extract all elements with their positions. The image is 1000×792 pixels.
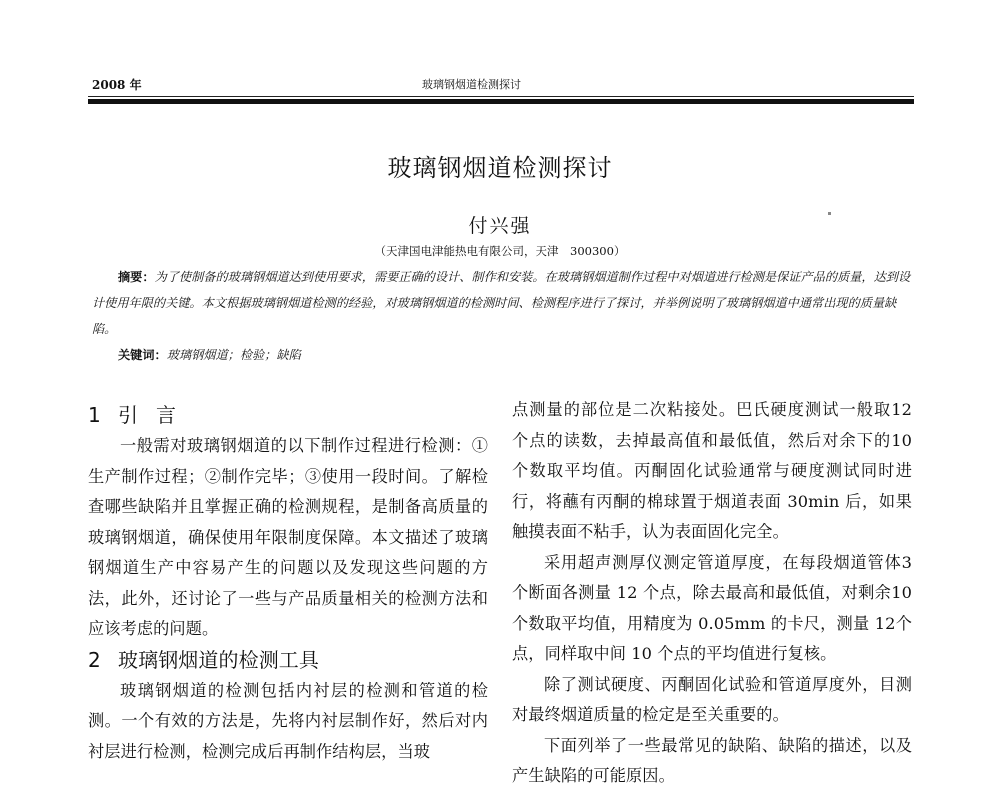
abstract-block [92, 264, 914, 368]
keywords-label: 关键词： [118, 348, 167, 362]
abstract-label: 摘要： [118, 270, 155, 284]
body-paragraph: 下面列举了一些最常见的缺陷、缺陷的描述，以及产生缺陷的可能原因。 [512, 735, 912, 785]
author-name: 付兴强 [468, 215, 532, 237]
abstract-paragraph [92, 264, 914, 342]
section-title: 玻璃钢烟道的检测工具 [118, 647, 319, 672]
section-heading-intro [88, 400, 488, 431]
tools-paragraph: 玻璃钢烟道的检测包括内衬层的检测和管道的检测。一个有效的方法是，先将内衬层制作好，然后对内衬层进行检测，检测完成后再制作结构层，当玻 [88, 680, 488, 761]
header-rule-thin [88, 96, 914, 97]
abstract-text: 为了使制备的玻璃钢烟道达到使用要求，需要正确的设计、制作和安装。在玻璃钢烟道制作过程中对烟道进行检测是保证产品的质量，达到设计使用年限的关键。本文根据玻璃钢烟道检测的经验，对玻璃钢烟道的检测时间、检测程序进行了探讨，并举例说明了玻璃钢烟道中通常出现的质量缺陷。 [92, 270, 911, 336]
article-title: 玻璃钢烟道检测探讨 [387, 154, 613, 182]
body-paragraph: 点测量的部位是二次粘接处。巴氏硬度测试一般取12 个点的读数，去掉最高值和最低值，然后对余下的10 个数取平均值。丙酮固化试验通常与硬度测试同时进行，将蘸有丙酮的棉球置于烟道表面 30min 后，如果触摸表面不粘手，认为表面固化完全。 [512, 400, 912, 541]
section-title: 引言 [118, 403, 194, 427]
right-column [512, 395, 912, 792]
section-number: 2 [88, 647, 101, 672]
keywords-paragraph [92, 342, 914, 368]
author-affiliation: （天津国电津能热电有限公司，天津 300300） [374, 244, 626, 258]
body-paragraph: 除了测试硬度、丙酮固化试验和管道厚度外，目测对最终烟道质量的检定是至关重要的。 [512, 674, 912, 724]
keywords-text: 玻璃钢烟道；检验；缺陷 [166, 348, 301, 362]
intro-paragraph: 一般需对玻璃钢烟道的以下制作过程进行检测：①生产制作过程；②制作完毕；③使用一段时间。了解检查哪些缺陷并且掌握正确的检测规程，是制备高质量的玻璃钢烟道，确保使用年限制度保障。本文描述了玻璃钢烟道生产中容易产生的问题以及发现这些问题的方法，此外，还讨论了一些与产品质量相关的检测方法和应该考虑的问题。 [88, 436, 488, 638]
header-year: 2008 年 [92, 78, 142, 92]
running-header [92, 76, 912, 94]
left-column [88, 400, 488, 767]
header-rule-thick [88, 99, 914, 104]
section-heading-tools [88, 645, 488, 676]
body-paragraph: 采用超声测厚仪测定管道厚度，在每段烟道管体3 个断面各测量 12 个点，除去最高和最低值，对剩余10 个数取平均值，用精度为 0.05mm 的卡尺，测量 12个点，同样取中间 10 个点的平均值进行复核。 [512, 552, 912, 663]
header-running-title: 玻璃钢烟道检测探讨 [422, 78, 521, 91]
section-number: 1 [88, 403, 101, 427]
